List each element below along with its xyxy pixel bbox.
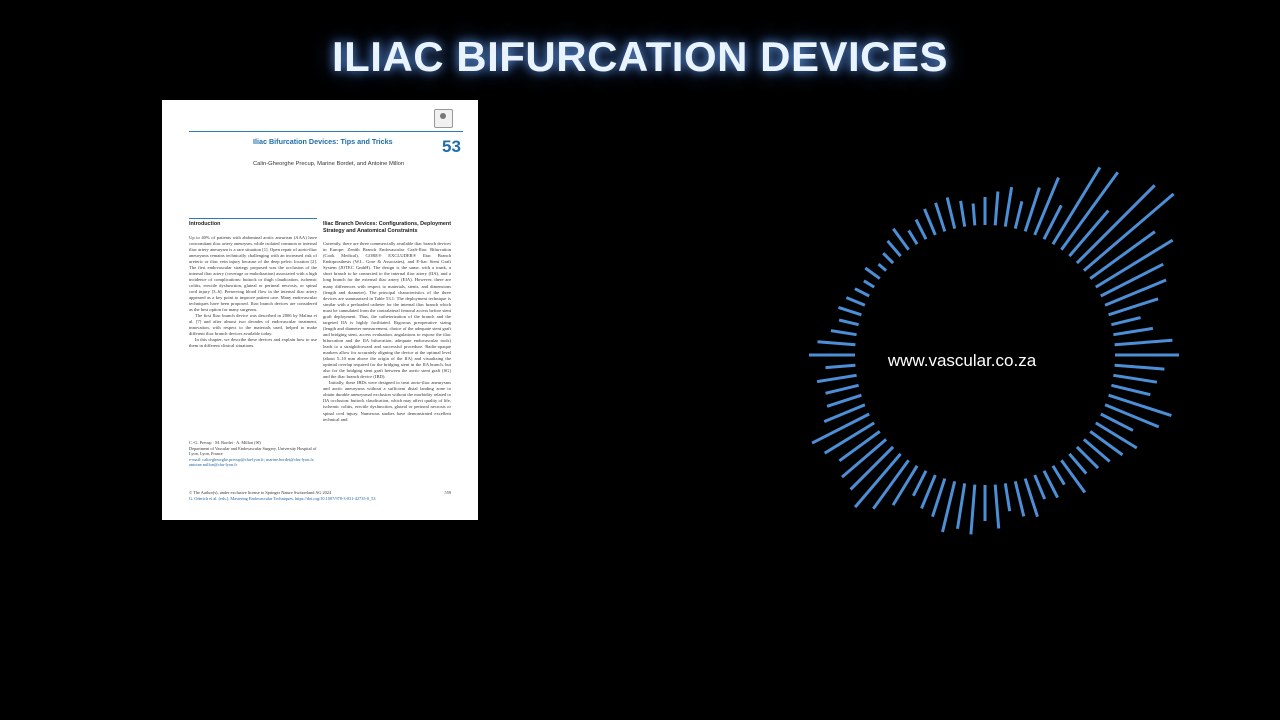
visualizer-bar (1069, 454, 1086, 474)
visualizer-bar (922, 475, 936, 508)
visualizer-bar (883, 253, 893, 263)
visualizer-bar (958, 483, 965, 528)
page-number: 559 (444, 490, 451, 495)
visualizer-bar (1115, 340, 1173, 345)
section-2-paragraph-1: Currently, there are three commercially available iliac branch devices in Europe: Zenith Branch Endovascular Graft-Iliac Bifurcation (Cook Medical), GORE® EXCLUDER® Iliac Branch Endoprosthesis (W.L. Gore & Associates), and E-liac Stent Graft System (JOTEC GmbH). The design is the same, with a trunk, a short branch to be connected to the internal iliac artery (IIA), and a long branch for the external iliac artery (EIA). However, there are many differences with respect to materials, stents, and dimensions (length and diameter). The principal characteristics of the three devices are summarized in Table 53.1. The deployment technique is similar with a preloaded catheter for the internal iliac branch which must be cannulated from the contralateral femoral access before stent graft deployment. Thus, the catheterization of the branch and the targeted IIA is highly facilitated. Rigorous preoperative sizing (length and diameter measurement, choice of the adequate stent graft and bridging stent, access evaluation, angulations to expose the iliac bifurcation and the IIA bifurcation, adequate endovascular tools) leads to a straightforward and successful procedure. Radio-opaque markers allow for accurately aligning the device at the optimal level (about 5–10 mm above the origin of the IIA) and visualizing the optimal overlap required for the bridging stent in the IIA branch, but also for the bridging stent graft between the aortic stent graft (SG) and the iliac branch device (IBD). (323, 241, 451, 380)
visualizer-bar (839, 307, 862, 314)
page-footer (189, 490, 451, 501)
visualizer-bar (817, 375, 857, 381)
visualizer-bar (1111, 385, 1150, 394)
section-2-paragraph-2: Initially, these IBDs were designed to treat aorto-iliac aneurysms and aortic aneurysms without a sufficient distal landing zone to obtain durable aneurysmal exclusion without the morbidity related to IIA occlusion: buttock claudication, which may affect quality of life, ischemic colitis, erectile dysfunction, gluteal or perineal necrosis or spinal cord injury. Numerous studies have demonstrated excellent technical and (323, 380, 451, 422)
intro-paragraph-1: Up to 40% of patients with abdominal aortic aneurism (AAA) have concomitant iliac artery aneurysm, while isolated common or internal iliac artery aneurysm is a rare situation [1]. Open repair of aorto-iliac aneurysms remains technically challenging with an increased risk of ureteric or iliac vein injury because of the deep pelvic location [2]. The first endovascular strategy proposed was the occlusion of the internal iliac artery (coverage or embolization) associated with a high incidence of complications: buttock or thigh claudication, ischemic colitis, erectile dysfunction, gluteal or perineal necrosis, or spinal cord injury [3–6]. Preserving blood flow in the internal iliac artery appeared as a key point to improve patient care. Many endovascular techniques have been proposed. Iliac branch devices are considered as the best option for many surgeons. (189, 234, 317, 313)
visualizer-bar (846, 298, 865, 306)
visualizer-bar (1084, 194, 1174, 271)
visualizer-bar (973, 204, 975, 226)
visualizer-bar (839, 320, 859, 325)
visualizer-bar (839, 431, 879, 460)
visualizer-bar (909, 231, 917, 245)
visualizer-bar (812, 414, 869, 443)
affiliation-emails: e-mail: calin-gheorghe.precup@chu-lyon.fr; marine.bordet@chu-lyon.fr; antoine.millon@chu-lyon.fr (189, 456, 315, 467)
visualizer-bar (1077, 185, 1155, 263)
visualizer-bar (864, 281, 874, 287)
visualizer-bar (893, 466, 917, 505)
affiliation-department: Department of Vascular and Endovascular Surgery, University Hospital of Lyon, Lyon, France (189, 445, 317, 456)
visualizer-bar (936, 203, 945, 232)
visualizer-bar (1035, 475, 1045, 499)
slide-title: ILIAC BIFURCATION DEVICES (331, 33, 949, 80)
visualizer-bar (1113, 375, 1157, 382)
section-2-heading: Iliac Branch Devices: Configurations, Deployment Strategy and Anatomical Constraints (323, 221, 451, 234)
visualizer-bar (961, 201, 965, 227)
visualizer-bar (879, 264, 887, 271)
visualizer-bar (943, 481, 955, 532)
visualizer-bar (827, 395, 861, 406)
visualizer-bar (1015, 201, 1022, 228)
visualizer-bar (826, 385, 859, 393)
visualizer-bar (995, 192, 998, 226)
visualizer-bar (825, 423, 875, 453)
visualizer-bar (1025, 479, 1037, 517)
visualizer-bar (842, 439, 886, 477)
website-url: www.vascular.co.za (887, 351, 1037, 370)
visualizer-bar (1035, 178, 1059, 235)
visualizer-bar (831, 331, 857, 335)
chapter-authors: Calin-Gheorghe Precup, Marine Bordet, and Antoine Millon (253, 161, 405, 167)
visualizer-bar (947, 198, 955, 229)
visualizer-bar (1105, 280, 1166, 305)
visualizer-bar (1109, 395, 1172, 415)
affiliation-names: C.-G. Precup · M. Bordet · A. Millon (✉) (189, 440, 261, 445)
visualizer-bar (1053, 466, 1065, 485)
visualizer-bar (818, 342, 856, 345)
visualizer-bar (888, 241, 901, 256)
introduction-heading: Introduction (189, 218, 317, 228)
visualizer-bar (916, 220, 926, 240)
left-column (189, 218, 317, 349)
visualizer-bar (1111, 318, 1140, 325)
header-rule (189, 131, 463, 132)
visualizer-bar (1044, 471, 1058, 498)
visualizer-bar (1115, 365, 1165, 369)
visualizer-bar (1005, 187, 1011, 227)
right-column (323, 218, 451, 423)
author-affiliation (189, 440, 317, 468)
intro-paragraph-2: The first Iliac branch device was described in 2006 by Malina et al. [7] and after almost two decades of endovascular treatment, innovation, with respect to the materials used, helped to make different iliac branch devices available today. (189, 313, 317, 337)
visualizer-bar (826, 365, 856, 367)
visualizer-bar (933, 479, 945, 517)
chapter-number: 53 (442, 137, 461, 156)
paper-page-image (162, 100, 478, 520)
visualizer-bar (865, 268, 880, 279)
visualizer-bar (855, 289, 869, 296)
visualizer-bar (1005, 483, 1009, 511)
visualizer-bar (893, 229, 908, 250)
visualizer-bar (1015, 481, 1024, 516)
visualizer-bar (1101, 264, 1163, 296)
chapter-title: Iliac Bifurcation Devices: Tips and Tricks (253, 137, 393, 146)
visualizer-bar (913, 471, 926, 496)
visualizer-bar (971, 485, 975, 535)
visualizer-bar (925, 209, 936, 235)
visualizer-bar (1061, 460, 1085, 492)
springer-logo-icon (434, 109, 453, 128)
footer-citation: G. Oderich et al. (eds.), Mastering Endovascular Techniques, https://doi.org/10.1007/978-3-031-42735-0_53 (189, 495, 376, 501)
visualizer-bar (1096, 423, 1137, 448)
intro-paragraph-3: In this chapter, we describe these devices and explain how to use them in different clinical situations. (189, 337, 317, 349)
visualizer-bar (1113, 328, 1153, 334)
visualizer-bar (995, 485, 999, 529)
footer-copyright: © The Author(s), under exclusive license to Springer Nature Switzerland AG 2024 (189, 490, 332, 495)
